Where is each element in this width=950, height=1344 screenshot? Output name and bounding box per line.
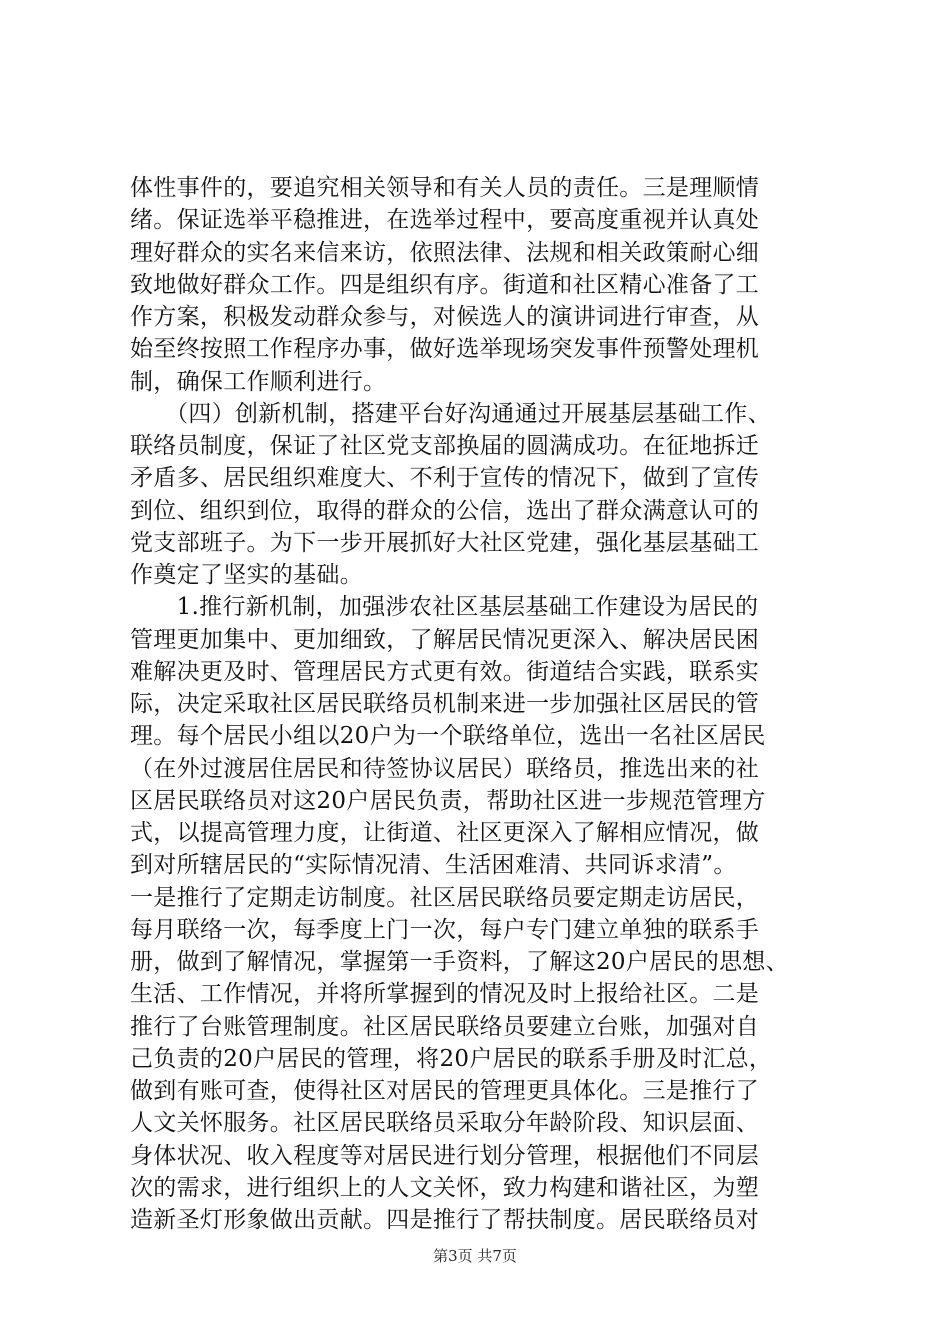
text-line: 人文关怀服务。社区居民联络员采取分年龄阶段、知识层面、 [130,1110,760,1137]
text-line: 际，决定采取社区居民联络员机制来进一步加强社区居民的管 [130,691,760,717]
text-line: 身体状况、收入程度等对居民进行划分管理，根据他们不同层 [130,1142,760,1169]
document-body [130,172,830,1236]
page-footer: 第3页 共7页 [433,1247,517,1265]
text-line: 作方案，积极发动群众参与，对候选人的演讲词进行审查，从 [130,304,760,330]
text-line: 推行了台账管理制度。社区居民联络员要建立台账，加强对自 [130,1013,760,1040]
text-line: 册，做到了解情况，掌握第一手资料，了解这20户居民的思想、 [130,949,789,975]
text-line: 己负责的20户居民的管理，将20户居民的联系手册及时汇总， [130,1045,773,1072]
text-line: 做到有账可查，使得社区对居民的管理更具体化。三是推行了 [130,1078,760,1104]
text-line: 始至终按照工作程序办事，做好选举现场突发事件预警处理机 [130,336,760,363]
text-line: 绪。保证选举平稳推进，在选举过程中，要高度重视并认真处 [130,207,760,234]
text-line: 理好群众的实名来信来访，依照法律、法规和相关政策耐心细 [130,239,760,266]
text-line: 区居民联络员对这20户居民负责，帮助社区进一步规范管理方 [130,787,766,814]
text-line: （在外过渡居住居民和待签协议居民）联络员，推选出来的社 [130,755,760,782]
text-line: 体性事件的，要追究相关领导和有关人员的责任。三是理顺情 [130,175,760,201]
text-line: 致地做好群众工作。四是组织有序。街道和社区精心准备了工 [130,271,760,298]
text-line: 矛盾多、居民组织难度大、不利于宣传的情况下，做到了宣传 [130,465,760,492]
text-line: 每月联络一次，每季度上门一次，每户专门建立单独的联系手 [130,916,760,943]
text-line: 次的需求，进行组织上的人文关怀，致力构建和谐社区，为塑 [130,1174,760,1201]
text-line: 造新圣灯形象做出贡献。四是推行了帮扶制度。居民联络员对 [130,1207,760,1233]
text-line: 理。每个居民小组以20户为一个联络单位，选出一名社区居民 [130,723,766,750]
text-line: （四）创新机制，搭建平台好沟通通过开展基层基础工作、 [130,400,771,427]
text-line: 到位、组织到位，取得的群众的公信，选出了群众满意认可的 [130,497,760,524]
text-line: 式，以提高管理力度，让街道、社区更深入了解相应情况，做 [130,820,760,846]
text-line: 制，确保工作顺利进行。 [130,368,387,395]
text-line: 生活、工作情况，并将所掌握到的情况及时上报给社区。二是 [130,981,760,1008]
text-line: 联络员制度，保证了社区党支部换届的圆满成功。在征地拆迁 [130,433,760,459]
text-line: 管理更加集中、更加细致，了解居民情况更深入、解决居民困 [130,626,760,653]
text-line: 到对所辖居民的“实际情况清、生活困难清、共同诉求清”。 [130,852,737,879]
text-line: 党支部班子。为下一步开展抓好大社区党建，强化基层基础工 [130,529,760,556]
text-line: 一是推行了定期走访制度。社区居民联络员要定期走访居民， [130,884,760,911]
text-line: 作奠定了坚实的基础。 [130,562,363,588]
text-line: 1.推行新机制，加强涉农社区基层基础工作建设为居民的 [130,594,759,621]
text-line: 难解决更及时、管理居民方式更有效。街道结合实践，联系实 [130,658,760,685]
